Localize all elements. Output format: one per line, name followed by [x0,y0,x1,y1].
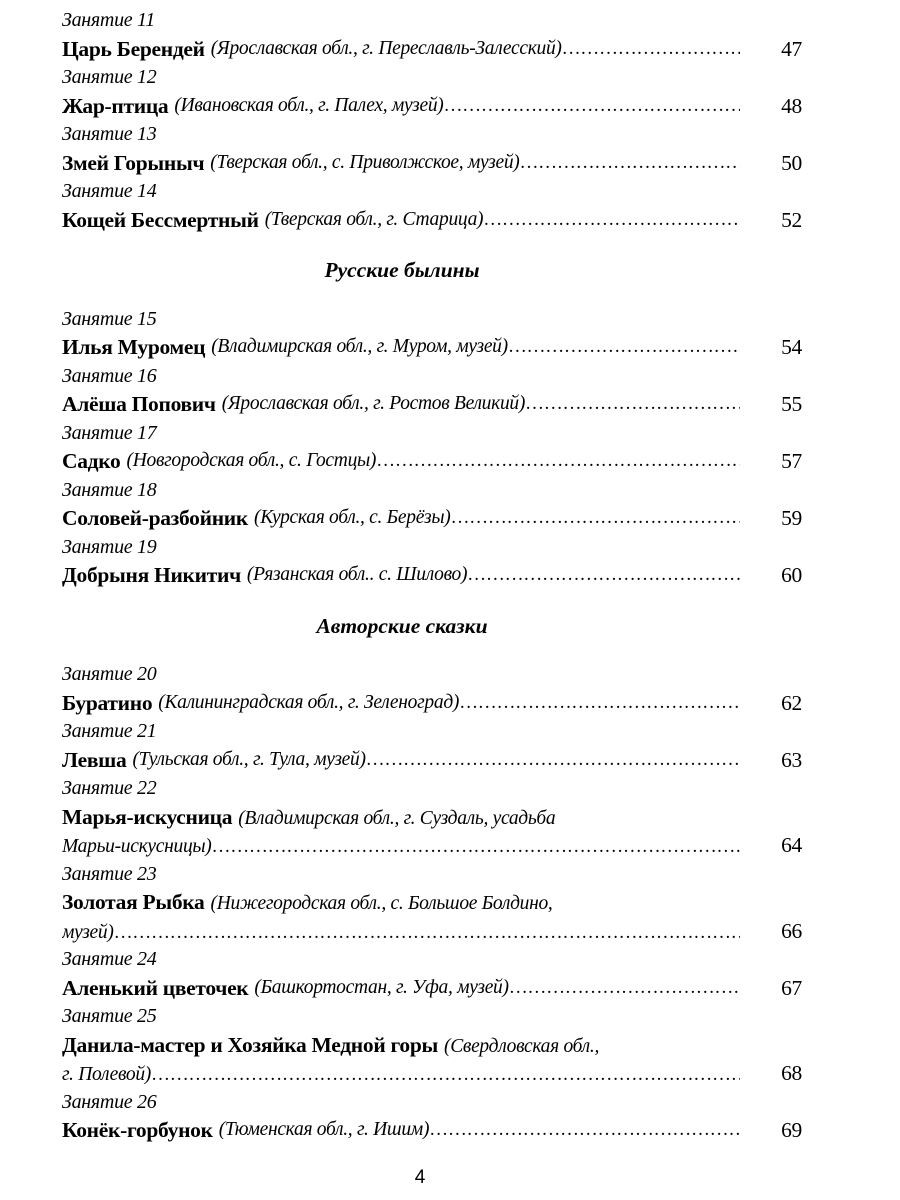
entry-location: (Новгородская обл., с. Гостцы) [126,450,377,471]
toc-entry[interactable] [62,63,802,120]
section-heading: Русские былины [324,258,480,282]
entry-title: Марья-искусница [62,804,233,829]
lesson-label: Занятие 25 [62,1005,157,1027]
toc-entry[interactable] [62,945,802,1002]
entry-location: (Владимирская обл., г. Муром, музей) [211,336,508,357]
entry-page-number: 64 [781,833,802,857]
toc-entry[interactable] [62,774,802,860]
entry-title: Змей Горыныч [62,150,205,175]
entry-location: (Тверская обл., с. Приволжское, музей) [210,151,520,173]
entry-title: Золотая Рыбка [62,890,205,914]
toc-entry[interactable] [62,533,802,590]
lesson-label: Занятие 19 [62,535,157,558]
toc-entry[interactable] [62,6,802,63]
entry-page-number: 68 [781,1061,802,1085]
entry-page-number: 59 [781,506,802,530]
entry-page-number: 63 [781,747,802,772]
entry-title: Буратино [62,690,153,715]
entry-location-continued: музей) [62,921,114,943]
dot-leader [508,333,740,362]
entry-title: Данила-мастер и Хозяйка Медной горы [62,1032,439,1057]
entry-title: Соловей-разбойник [62,506,248,530]
lesson-label: Занятие 21 [62,720,157,742]
entry-title: Царь Берендей [62,36,205,61]
dot-leader [151,1061,740,1090]
entry-location: (Свердловская обл., [444,1035,600,1057]
entry-page-number: 66 [781,918,802,943]
toc-entry[interactable] [62,120,802,177]
entry-page-number: 57 [781,449,802,473]
entry-location: (Тюменская обл., г. Ишим) [218,1119,430,1140]
entry-page-number: 62 [781,690,802,715]
dot-leader [467,561,740,590]
dot-leader [366,746,740,775]
entry-page-number: 50 [781,150,802,175]
lesson-label: Занятие 11 [62,9,155,31]
entry-location: (Ярославская обл., г. Переславль-Залесский) [210,37,562,59]
lesson-label: Занятие 16 [62,364,157,387]
page-number: 4 [414,1167,426,1188]
entry-location-continued: г. Полевой) [62,1064,151,1085]
entry-page-number: 48 [781,93,802,118]
lesson-label: Занятие 18 [62,478,157,501]
lesson-label: Занятие 12 [62,66,157,88]
entry-location: (Рязанская обл.. с. Шилово) [246,564,468,585]
entry-location: (Ярославская обл., г. Ростов Великий) [221,393,526,414]
dot-leader [376,447,740,476]
entry-page-number: 55 [781,392,802,416]
entry-location: (Нижегородская обл., с. Большое Болдино, [210,893,553,914]
entry-location: (Владимирская обл., г. Суздаль, усадьба [238,807,556,829]
lesson-label: Занятие 13 [62,123,157,145]
toc-entry[interactable] [62,717,802,774]
entry-page-number: 67 [781,975,802,1000]
entry-page-number: 47 [781,36,802,61]
entry-title: Садко [62,449,121,473]
entry-title: Жар-птица [62,93,169,118]
entry-page-number: 54 [781,335,802,359]
section-heading: Авторские сказки [316,613,488,638]
dot-leader [519,149,740,178]
entry-location: (Курская обл., с. Берёзы) [254,507,451,528]
toc-entry[interactable] [62,177,802,234]
dot-leader [114,919,740,948]
lesson-label: Занятие 26 [62,1090,157,1113]
dot-leader [509,974,740,1003]
entry-title: Левша [62,747,127,772]
lesson-label: Занятие 24 [62,948,157,970]
dot-leader [562,35,740,64]
lesson-label: Занятие 14 [62,180,157,202]
entry-title: Добрыня Никитич [62,563,241,587]
entry-location-continued: Марьи-искусницы) [62,836,212,857]
toc-entry[interactable] [62,362,802,419]
entry-page-number: 52 [781,207,802,232]
toc-entry[interactable] [62,660,802,717]
toc-entry[interactable] [62,1002,802,1088]
entry-title: Кощей Бессмертный [62,207,259,232]
lesson-label: Занятие 20 [62,663,157,685]
dot-leader [450,504,740,533]
toc-entry[interactable] [62,476,802,533]
lesson-label: Занятие 22 [62,777,157,799]
entry-location: (Тульская обл., г. Тула, музей) [132,748,366,770]
entry-title: Алёша Попович [62,392,216,416]
entry-title: Аленький цветочек [62,975,249,1000]
dot-leader [483,206,740,235]
dot-leader [443,92,740,121]
lesson-label: Занятие 17 [62,421,157,444]
toc-entry[interactable] [62,419,802,476]
dot-leader [212,833,741,862]
dot-leader [459,689,740,718]
entry-title: Конёк-горбунок [62,1118,213,1142]
entry-location: (Калининградская обл., г. Зеленоград) [158,691,460,713]
entry-page-number: 60 [781,563,802,587]
entry-location: (Башкортостан, г. Уфа, музей) [254,976,509,998]
toc-entry[interactable] [62,305,802,362]
lesson-label: Занятие 15 [62,307,157,330]
lesson-label: Занятие 23 [62,862,157,885]
entry-page-number: 69 [781,1118,802,1142]
entry-title: Илья Муромец [62,335,206,359]
entry-location: (Ивановская обл., г. Палех, музей) [174,94,444,116]
toc-entry[interactable] [62,860,802,946]
dot-leader [525,390,740,419]
dot-leader [429,1116,740,1145]
entry-location: (Тверская обл., г. Старица) [264,208,484,230]
toc-entry[interactable] [62,1088,802,1145]
table-of-contents [62,6,802,1145]
